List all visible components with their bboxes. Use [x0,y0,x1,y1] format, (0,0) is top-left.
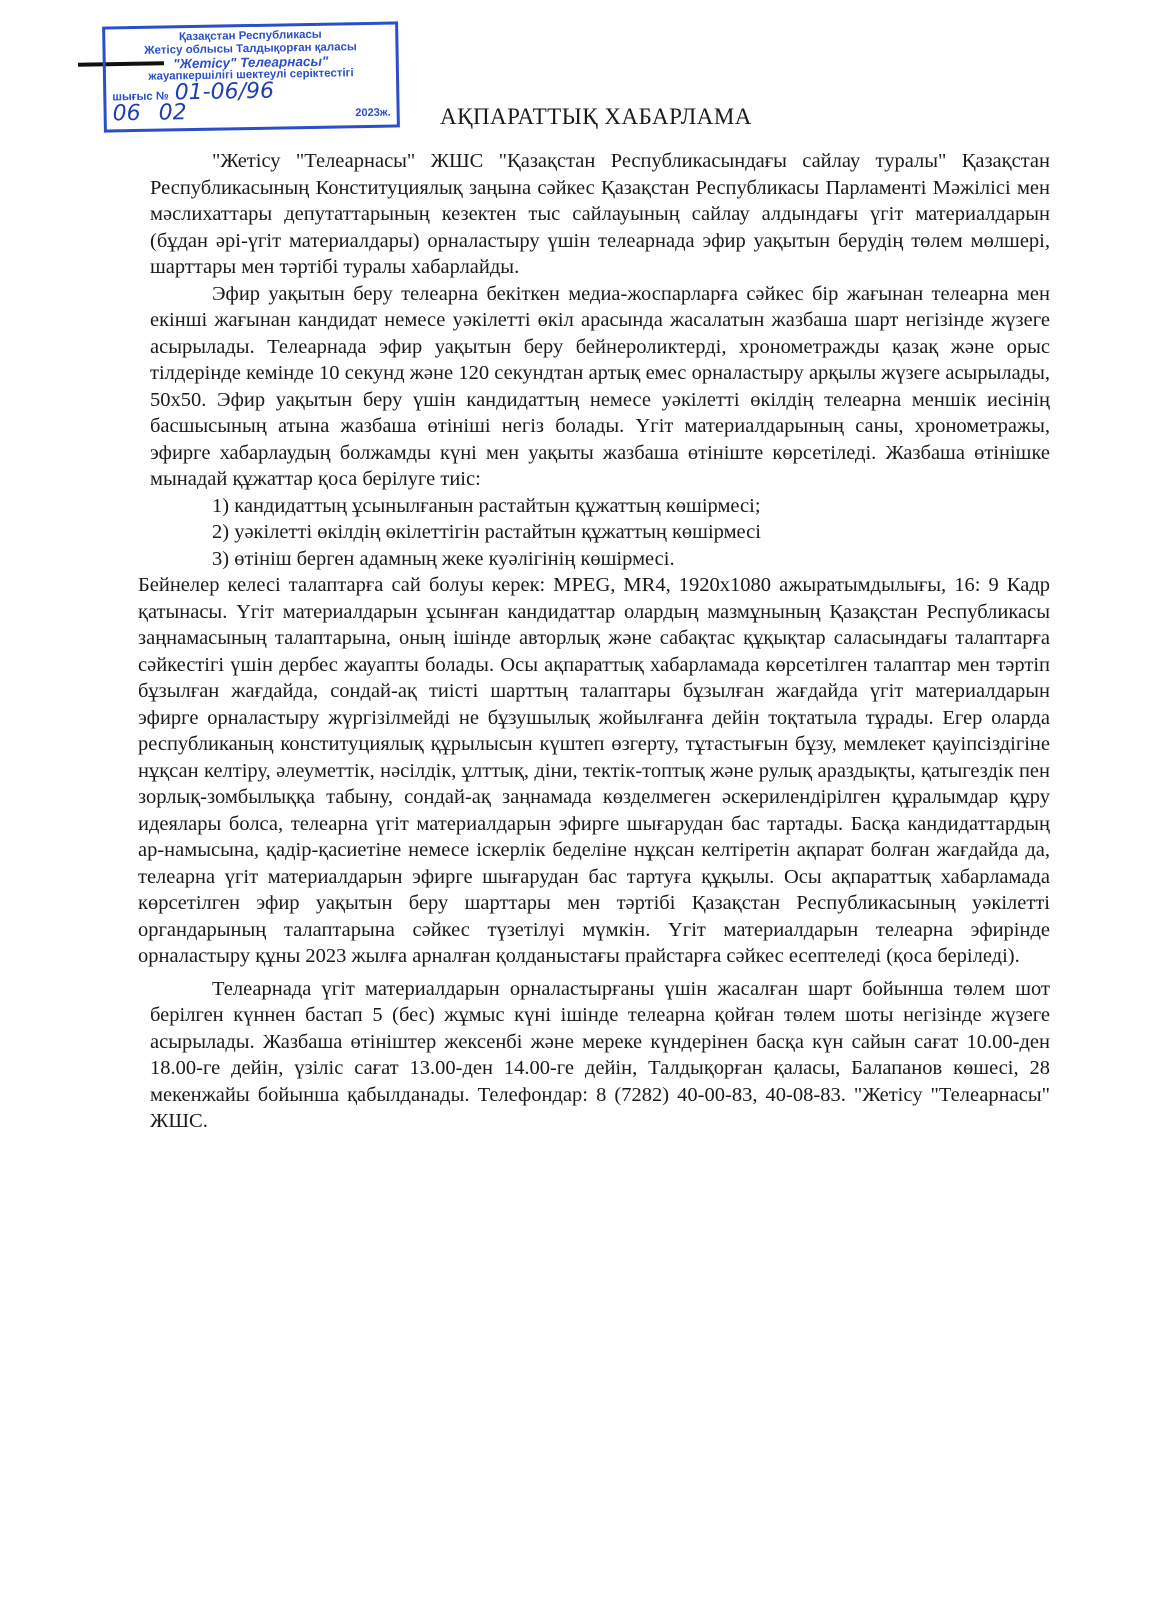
stamp-region: Жетісу облысы Талдықорған қаласы [144,41,357,57]
list-item-2: 2) уәкілетті өкілдің өкілеттігін растайтын құжаттың көшірмесі [212,521,761,543]
paragraph-requirements: Бейнелер келесі талаптарға сай болуы керек: MPEG, MR4, 1920х1080 ажыратымдылығы, 16: 9 Кадр қатынасы. Үгіт материалдарын ұсынған кандидаттар олардың мазмұнының Қазақстан Республикасы заңнамасының талаптарына, оның ішінде авторлық және сабақтас құқықтар саласындағы талаптарға сәйкестігі үшін дербес жауапты болады. Осы ақпараттық хабарламада көрсетілген талаптар мен тәртіп бұзылған жағдайда, сондай-ақ тиісті шарттың талаптары бұзылған жағдайда үгіт материалдарын эфирге орналастыру жүргізілмейді не бұзушылық жойылғанға дейін тоқтатыла тұрады. Егер оларда республиканың конституциялық құрылысын күштеп өзгерту, тұтастығын бұзу, мемлекет қауіпсіздігіне нұқсан келтіру, әлеуметтік, нәсілдік, ұлттық, діни, тектік-топтық және рулық араздықты, қатыгездік пен зорлық-зомбылыққа табыну, сондай-ақ заңнамада көзделмеген әскерилендірілген құралымдар құру идеялары болса, телеарна үгіт материалдарын эфирге шығарудан бас тартады. Басқа кандидаттардың ар-намысына, қадір-қасиетіне немесе іскерлік беделіне нұқсан келтіретін ақпарат болған жағдайда да, телеарна үгіт материалдарын эфирге шығарудан бас тартуға құқылы. Осы ақпараттық хабарламада көрсетілген эфир уақытын беру шарттары мен тәртібі Қазақстан Республикасының уәкілетті органдарының талаптарына сәйкес түзетілуі мүмкін. Үгіт материалдарын телеарна эфирінде орналастыру құны 2023 жылға арналған қолданыстағы прайстарға сәйкес есептеледі (қоса беріледі). [138,574,1050,967]
stamp-date-month: 02 [158,100,187,126]
stamp-date-day: 06 [112,100,141,127]
paragraph-airtime: Эфир уақытын беру телеарна бекіткен медиа-жоспарларға сәйкес бір жағынан телеарна мен екінші жағынан кандидат немесе уәкілетті өкіл арасында жасалатын жазбаша шарт негізінде жүзеге асырылады. Телеарнада эфир уақытын беру бейнероликтерді, хронометражды қазақ және орыс тілдерінде кемінде 10 секунд және 120 секундтан артық емес орналастыру арқылы жүзеге асырылады, 50х50. Эфир уақытын беру үшін кандидаттың немесе уәкілетті өкілдің телеарна меншік иесінің басшысының атына жазбаша өтініші негіз болады. Үгіт материалдарының саны, хронометражы, эфирге хабарлаудың болжамды күні мен уақыты жазбаша өтініште көрсетіледі. Жазбаша өтінішке мынадай құжаттар қоса берілуге тиіс: [150,282,1050,490]
document-body [138,148,1050,1135]
registration-stamp [102,21,400,132]
stamp-organization: "Жетісу" Телеарнасы" [173,53,329,72]
stamp-legal-form: жауапкершілігі шектеулі серіктестігі [148,67,354,83]
list-item-1: 1) кандидаттың ұсынылғанын растайтын құжаттың көшірмесі; [212,494,761,517]
document-title: АҚПАРАТТЫҚ ХАБАРЛАМА [440,104,752,129]
stamp-number-label: шығыс № [112,90,169,104]
stamp-country: Қазақстан Республикасы [178,28,322,44]
paragraph-payment: Телеарнада үгіт материалдарын орналастырғаны үшін жасалған шарт бойынша төлем шот берілген күннен бастап 5 (бес) жұмыс күні ішінде телеарна қойған төлем шоты негізінде жүзеге асырылады. Жазбаша өтініштер жексенбі және мереке күндерінен басқа күн сайын сағат 10.00-ден 18.00-ге дейін, үзіліс сағат 13.00-ден 14.00-ге дейін, Талдықорған қаласы, Балапанов көшесі, 28 мекенжайы бойынша қабылданады. Телефондар: 8 (7282) 40-00-83, 40-08-83. "Жетісу "Телеарнасы" ЖШС. [150,977,1050,1132]
list-item-3: 3) өтініш берген адамның жеке куәлігінің көшірмесі. [212,547,675,570]
stamp-number-value: 01-06/96 [174,78,275,106]
stamp-date-year: 2023ж. [355,106,391,120]
paragraph-intro: "Жетісу "Телеарнасы" ЖШС "Қазақстан Республикасындағы сайлау туралы" Қазақстан Республикасының Конституциялық заңына сәйкес Қазақстан Республикасы Парламенті Мәжілісі мен мәслихаттары депутаттарының кезектен тыс сайлауының сайлау алдындағы үгіт материалдарын (бұдан әрі-үгіт материалдары) орналастыру үшін телеарнада эфир уақытын берудің төлем мөлшері, шарттары мен тәртібі туралы хабарлайды. [150,150,1050,278]
